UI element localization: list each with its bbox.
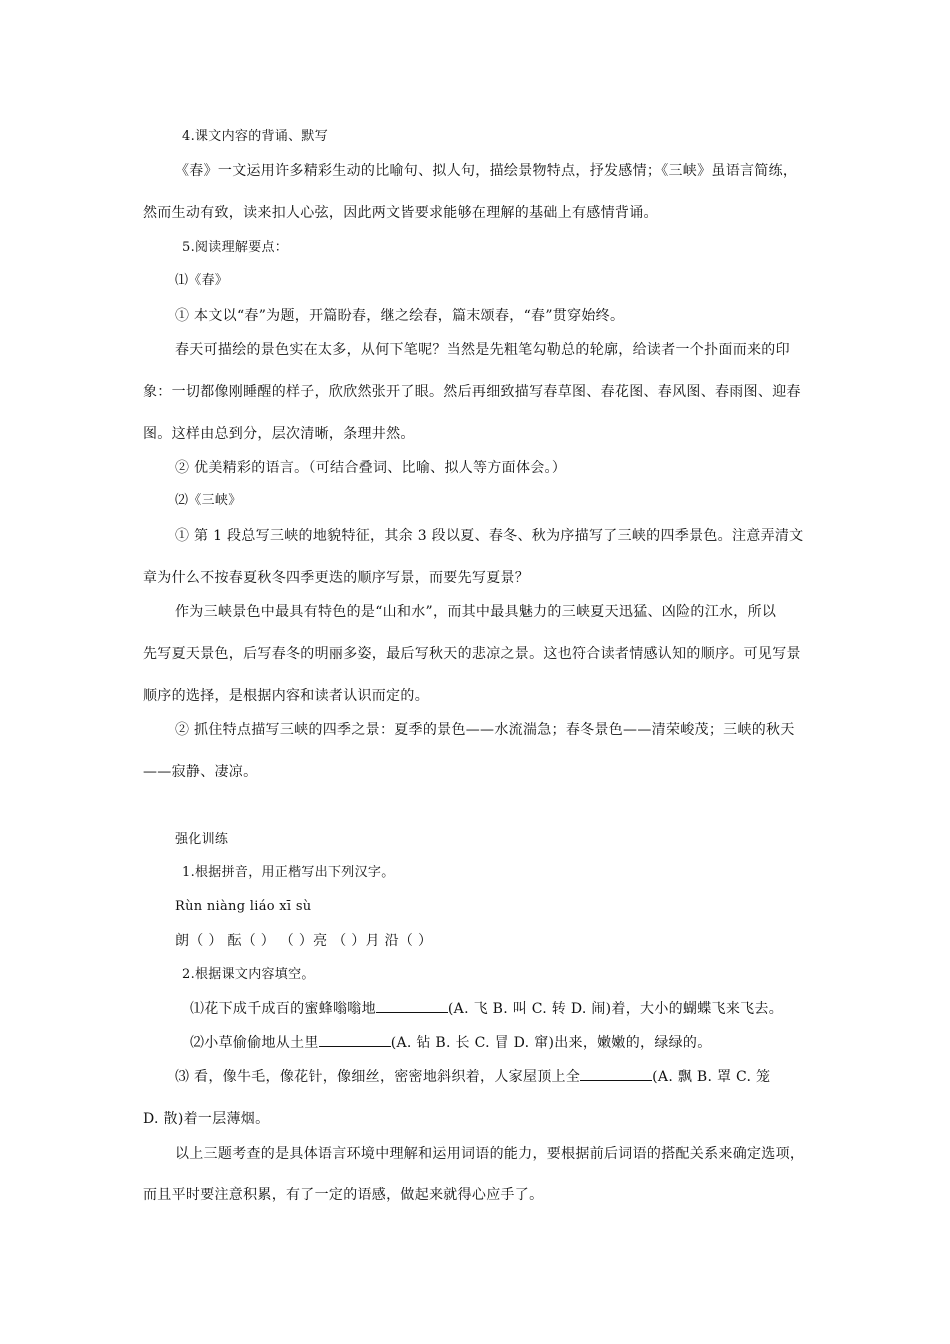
answer-blank-2[interactable] <box>319 1034 391 1047</box>
fill-blank-item-1-after: (A. 飞 B. 叫 C. 转 D. 闹)着，大小的蝴蝶飞来飞去。 <box>447 1001 784 1017</box>
fill-blank-item-1 <box>190 1000 783 1018</box>
fill-blank-item-2 <box>190 1034 712 1052</box>
fill-blank-item-3-continuation: D. 散)着一层薄烟。 <box>143 1111 270 1127</box>
paragraph-line: 作为三峡景色中最具有特色的是“山和水”，而其中最具魅力的三峡夏天迅猛、凶险的江水，所以 <box>175 604 777 620</box>
fill-blank-item-2-before: ⑵小草偷偷地从土里 <box>190 1035 319 1051</box>
fill-blank-item-2-after: (A. 钻 B. 长 C. 冒 D. 窜)出来，嫩嫩的，绿绿的。 <box>390 1035 712 1051</box>
section-heading-recitation: 4.课文内容的背诵、默写 <box>182 129 329 144</box>
paragraph-line: ① 第 1 段总写三峡的地貌特征，其余 3 段以夏、春冬、秋为序描写了三峡的四季景色。注意弄清文 <box>175 528 804 544</box>
paragraph-line: 春天可描绘的景色实在太多，从何下笔呢？当然是先粗笔勾勒总的轮廓，给读者一个扑面而来的印 <box>175 342 790 358</box>
section-heading-practice: 强化训练 <box>175 832 229 847</box>
answer-blank-1[interactable] <box>376 1000 448 1013</box>
fill-blank-item-3-before: ⑶ 看，像牛毛，像花针，像细丝，密密地斜织着，人家屋顶上全 <box>175 1069 581 1085</box>
paragraph-line: ② 优美精彩的语言。（可结合叠词、比喻、拟人等方面体会。） <box>175 460 567 476</box>
section-heading-reading: 5.阅读理解要点： <box>182 240 289 255</box>
paragraph-line: 象：一切都像刚睡醒的样子，欣欣然张开了眼。然后再细致描写春草图、春花图、春风图、春雨图、迎春 <box>143 384 801 400</box>
question-2-prompt: 2.根据课文内容填空。 <box>182 967 315 982</box>
paragraph-line: 图。这样由总到分，层次清晰，条理井然。 <box>143 426 415 442</box>
paragraph-line: 顺序的选择，是根据内容和读者认识而定的。 <box>143 688 429 704</box>
fill-blank-item-3 <box>175 1068 770 1086</box>
fill-blank-item-3-after: (A. 飘 B. 罩 C. 笼 <box>652 1069 771 1085</box>
subsection-heading-three-gorges: ⑵《三峡》 <box>175 493 242 508</box>
pinyin-line: Rùn niàng liáo xī sù <box>175 899 312 914</box>
summary-line: 而且平时要注意积累，有了一定的语感，做起来就得心应手了。 <box>143 1187 544 1203</box>
fill-blank-item-1-before: ⑴花下成千成百的蜜蜂嗡嗡地 <box>190 1001 376 1017</box>
answer-blank-3[interactable] <box>580 1068 652 1081</box>
paragraph-line: 章为什么不按春夏秋冬四季更迭的顺序写景，而要先写夏景？ <box>143 570 530 586</box>
paragraph-line: 先写夏天景色，后写春冬的明丽多姿，最后写秋天的悲凉之景。这也符合读者情感认知的顺序。可见写景 <box>143 646 801 662</box>
paragraph-line: 然而生动有致，读来扣人心弦，因此两文皆要求能够在理解的基础上有感情背诵。 <box>143 205 658 221</box>
paragraph-line: 《春》一文运用许多精彩生动的比喻句、拟人句，描绘景物特点，抒发感情；《三峡》虽语言简练， <box>175 163 798 179</box>
paragraph-line: ① 本文以“春”为题，开篇盼春，继之绘春，篇末颂春，“春”贯穿始终。 <box>175 308 625 324</box>
question-1-prompt: 1.根据拼音，用正楷写出下列汉字。 <box>182 865 395 880</box>
paragraph-line: ——寂静、凄凉。 <box>143 764 258 780</box>
summary-line: 以上三题考查的是具体语言环境中理解和运用词语的能力，要根据前后词语的搭配关系来确定选项， <box>175 1146 805 1162</box>
character-blanks-line: 朗（ ） 酝（ ） （ ）亮 （ ）月 沿（ ） <box>175 933 433 949</box>
subsection-heading-spring: ⑴《春》 <box>175 273 229 288</box>
paragraph-line: ② 抓住特点描写三峡的四季之景：夏季的景色——水流湍急；春冬景色——清荣峻茂；三峡的秋天 <box>175 722 795 738</box>
